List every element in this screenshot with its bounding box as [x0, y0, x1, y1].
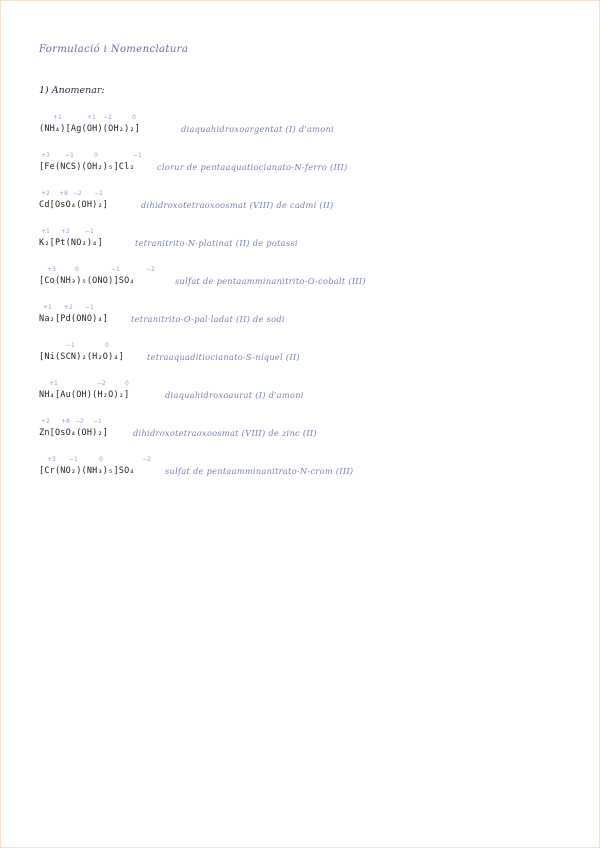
oxidation-number: +2	[41, 190, 50, 197]
compound-name: sulfat de pentaamminanitrito-O-cobalt (III)	[175, 276, 366, 286]
oxidation-number: −2	[75, 418, 84, 425]
oxidation-number: +8	[61, 418, 70, 425]
oxidation-number: +3	[47, 456, 56, 463]
formula: K₂[Pt(NO₂)₄]	[39, 238, 103, 248]
formula: [Ni(SCN)₂(H₂O)₄]	[39, 352, 125, 362]
oxidation-number: +3	[47, 266, 56, 273]
oxidation-number: 0	[132, 114, 136, 121]
compound-name: tetranitrito-N-platinat (II) de potassi	[135, 238, 298, 248]
oxidation-number: +1	[49, 380, 58, 387]
formula: NH₄[Au(OH)(H₂O)₂]	[39, 390, 130, 400]
oxidation-number: −2	[103, 114, 112, 121]
oxidation-number: 0	[94, 152, 98, 159]
oxidation-number: +1	[53, 114, 62, 121]
formula: (NH₄)[Ag(OH)(OH₂)₂]	[39, 124, 141, 134]
formula: [Fe(NCS)(OH₂)₅]Cl₂	[39, 162, 135, 172]
compound-name: diaquahidroxoaurat (I) d'amoni	[165, 390, 304, 400]
oxidation-number: +2	[41, 418, 50, 425]
compound-name: clorur de pentaaquatiocianato-N-ferro (III)	[157, 162, 348, 172]
oxidation-number: −1	[85, 304, 94, 311]
oxidation-number: −1	[133, 152, 142, 159]
oxidation-number: +2	[64, 304, 73, 311]
formula: Zn[OsO₄(OH)₂]	[39, 428, 109, 438]
compound-name: diaquahidroxoargentat (I) d'amoni	[181, 124, 334, 134]
oxidation-number: −1	[94, 190, 103, 197]
oxidation-number: −1	[85, 228, 94, 235]
oxidation-number: +1	[41, 228, 50, 235]
oxidation-number: +3	[41, 152, 50, 159]
oxidation-number: −2	[97, 380, 106, 387]
formula: [Co(NH₃)₅(ONO)]SO₄	[39, 276, 135, 286]
oxidation-number: +8	[59, 190, 68, 197]
oxidation-number: 0	[99, 456, 103, 463]
oxidation-number: 0	[75, 266, 79, 273]
oxidation-number: −1	[69, 456, 78, 463]
oxidation-number: −1	[111, 266, 120, 273]
oxidation-number: −2	[146, 266, 155, 273]
oxidation-number: 0	[125, 380, 129, 387]
compound-name: sulfat de pentaamminanitrato-N-crom (III)	[165, 466, 354, 476]
formula: Cd[OsO₄(OH)₂]	[39, 200, 109, 210]
oxidation-number: 0	[105, 342, 109, 349]
compound-name: dihidroxotetraoxoosmat (VIII) de zinc (II)	[133, 428, 317, 438]
compound-name: tetranitrito-O-pal·ladat (II) de sodi	[131, 314, 285, 324]
formula: Na₂[Pd(ONO)₄]	[39, 314, 109, 324]
oxidation-number: −2	[142, 456, 151, 463]
compound-name: tetraaquaditiocianato-S-níquel (II)	[147, 352, 300, 362]
oxidation-number: −1	[66, 342, 75, 349]
oxidation-number: +2	[61, 228, 70, 235]
section-heading: 1) Anomenar:	[39, 85, 105, 96]
oxidation-number: −1	[65, 152, 74, 159]
oxidation-number: −1	[93, 418, 102, 425]
oxidation-number: +1	[43, 304, 52, 311]
oxidation-number: +1	[87, 114, 96, 121]
oxidation-number: −2	[73, 190, 82, 197]
compound-name: dihidroxotetraoxoosmat (VIII) de cadmi (II)	[141, 200, 334, 210]
formula: [Cr(NO₂)(NH₃)₅]SO₄	[39, 466, 135, 476]
page-title: Formulació i Nomenclatura	[39, 44, 189, 55]
